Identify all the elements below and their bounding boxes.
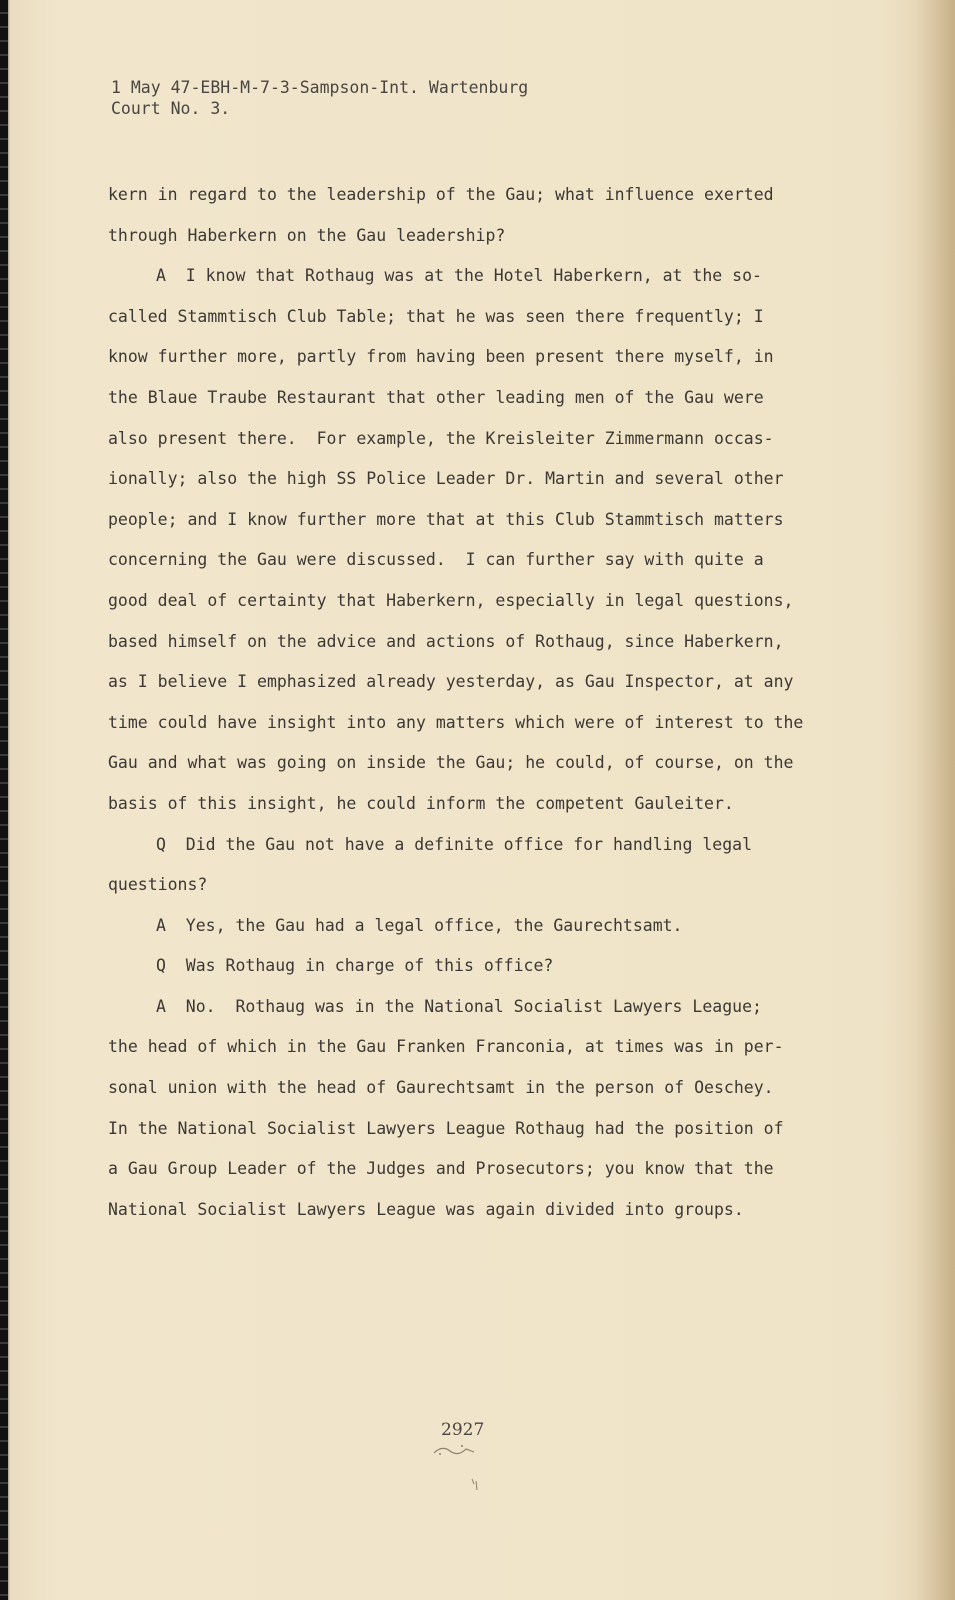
text-line: ionally; also the high SS Police Leader Dr. Martin and several other bbox=[108, 469, 784, 489]
text-line: In the National Socialist Lawyers League Rothaug had the position of bbox=[108, 1118, 784, 1138]
question-line: Q Did the Gau not have a definite office for handling legal bbox=[156, 834, 753, 854]
text-line: questions? bbox=[108, 875, 208, 895]
text-line: Gau and what was going on inside the Gau; he could, of course, on the bbox=[108, 753, 794, 773]
text-line: a Gau Group Leader of the Judges and Prosecutors; you know that the bbox=[108, 1159, 774, 1179]
text-line: kern in regard to the leadership of the Gau; what influence exerted bbox=[108, 185, 774, 204]
text-line: concerning the Gau were discussed. I can further say with quite a bbox=[108, 550, 764, 570]
header-line-1: 1 May 47-EBH-M-7-3-Sampson-Int. Wartenburg bbox=[111, 78, 529, 97]
text-line: through Haberkern on the Gau leadership? bbox=[108, 225, 506, 245]
question-line: Q Was Rothaug in charge of this office? bbox=[156, 956, 554, 976]
stamp-mark bbox=[432, 1443, 476, 1457]
text-line: basis of this insight, he could inform the competent Gauleiter. bbox=[108, 793, 734, 813]
text-line: National Socialist Lawyers League was again divided into groups. bbox=[108, 1199, 744, 1219]
text-line: called Stammtisch Club Table; that he was seen there frequently; I bbox=[108, 306, 764, 326]
text-line: the head of which in the Gau Franken Franconia, at times was in per- bbox=[108, 1037, 784, 1057]
tick-mark bbox=[470, 1478, 480, 1492]
page-number: 2927 bbox=[441, 1420, 485, 1440]
text-line: as I believe I emphasized already yesterday, as Gau Inspector, at any bbox=[108, 672, 794, 692]
text-line: time could have insight into any matters which were of interest to the bbox=[108, 712, 804, 732]
header-line-2: Court No. 3. bbox=[111, 99, 231, 118]
text-line: also present there. For example, the Kreisleiter Zimmermann occas- bbox=[108, 428, 774, 448]
document-header bbox=[111, 77, 528, 119]
answer-line: A No. Rothaug was in the National Socialist Lawyers League; bbox=[156, 996, 762, 1016]
text-line: know further more, partly from having been present there myself, in bbox=[108, 347, 774, 367]
binding-edge bbox=[0, 0, 8, 1600]
text-line: based himself on the advice and actions of Rothaug, since Haberkern, bbox=[108, 631, 784, 651]
text-line: good deal of certainty that Haberkern, especially in legal questions, bbox=[108, 590, 794, 610]
text-line: people; and I know further more that at this Club Stammtisch matters bbox=[108, 509, 784, 529]
answer-line: A I know that Rothaug was at the Hotel Haberkern, at the so- bbox=[156, 266, 762, 286]
page-edge-shadow bbox=[915, 0, 955, 1600]
text-line: the Blaue Traube Restaurant that other leading men of the Gau were bbox=[108, 387, 764, 407]
text-line: sonal union with the head of Gaurechtsamt in the person of Oeschey. bbox=[108, 1078, 774, 1098]
transcript-body bbox=[108, 175, 828, 1230]
answer-line: A Yes, the Gau had a legal office, the Gaurechtsamt. bbox=[156, 915, 683, 935]
